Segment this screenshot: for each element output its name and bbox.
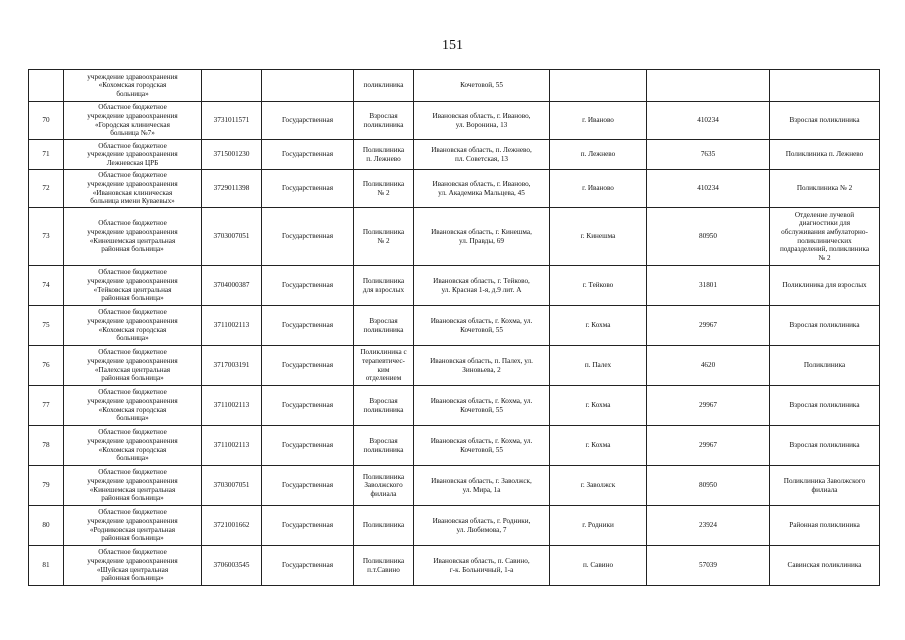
unit-type-cell: Поликлиника п. Лежнево xyxy=(354,140,414,170)
address-cell: Ивановская область, г. Кохма, ул. Кочетовой, 55 xyxy=(414,386,550,426)
institution-name-cell: Областное бюджетное учреждение здравоохранения «Кохомская городская больница» xyxy=(64,386,202,426)
table-row xyxy=(29,466,880,506)
row-number-cell: 73 xyxy=(29,208,64,266)
unit-description-cell: Савинская поликлиника xyxy=(770,546,880,586)
unit-type-cell: Взрослая поликлиника xyxy=(354,386,414,426)
inn-cell: 3729011398 xyxy=(202,170,262,208)
ownership-form-cell: Государственная xyxy=(262,426,354,466)
inn-cell: 3721001662 xyxy=(202,506,262,546)
locality-cell xyxy=(550,70,647,102)
ownership-form-cell: Государственная xyxy=(262,102,354,140)
address-cell: Ивановская область, г. Родники, ул. Любимова, 7 xyxy=(414,506,550,546)
row-number-cell: 77 xyxy=(29,386,64,426)
unit-type-cell: Поликлиника № 2 xyxy=(354,170,414,208)
population-cell: 80950 xyxy=(647,466,770,506)
ownership-form-cell: Государственная xyxy=(262,208,354,266)
population-cell: 410234 xyxy=(647,170,770,208)
institution-name-cell: Областное бюджетное учреждение здравоохранения «Палехская центральная районная больница» xyxy=(64,346,202,386)
address-cell: Ивановская область, г. Иваново, ул. Воронина, 13 xyxy=(414,102,550,140)
population-cell: 57039 xyxy=(647,546,770,586)
locality-cell: г. Заволжск xyxy=(550,466,647,506)
locality-cell: г. Тейково xyxy=(550,266,647,306)
page-number: 151 xyxy=(442,38,463,53)
institution-name-cell: Областное бюджетное учреждение здравоохранения «Кинешемская центральная районная больница» xyxy=(64,466,202,506)
address-cell: Кочетовой, 55 xyxy=(414,70,550,102)
medical-institutions-table xyxy=(28,69,880,586)
inn-cell: 3704000387 xyxy=(202,266,262,306)
inn-cell: 3703007051 xyxy=(202,208,262,266)
row-number-cell: 71 xyxy=(29,140,64,170)
ownership-form-cell: Государственная xyxy=(262,546,354,586)
inn-cell: 3711002113 xyxy=(202,386,262,426)
inn-cell xyxy=(202,70,262,102)
row-number-cell: 74 xyxy=(29,266,64,306)
inn-cell: 3731011571 xyxy=(202,102,262,140)
locality-cell: г. Кохма xyxy=(550,426,647,466)
ownership-form-cell: Государственная xyxy=(262,506,354,546)
population-cell: 7635 xyxy=(647,140,770,170)
address-cell: Ивановская область, г. Иваново, ул. Академика Мальцева, 45 xyxy=(414,170,550,208)
table-row xyxy=(29,346,880,386)
unit-type-cell: Взрослая поликлиника xyxy=(354,306,414,346)
row-number-cell: 80 xyxy=(29,506,64,546)
population-cell: 29967 xyxy=(647,306,770,346)
unit-description-cell: Поликлиника п. Лежнево xyxy=(770,140,880,170)
table-row xyxy=(29,170,880,208)
institution-name-cell: Областное бюджетное учреждение здравоохранения «Родниковская центральная районная больница» xyxy=(64,506,202,546)
unit-type-cell: Взрослая поликлиника xyxy=(354,102,414,140)
unit-description-cell: Районная поликлиника xyxy=(770,506,880,546)
unit-description-cell: Отделение лучевой диагностики для обслуживания амбулаторно- поликлинических подразделений, поликлиника № 2 xyxy=(770,208,880,266)
unit-description-cell: Взрослая поликлиника xyxy=(770,386,880,426)
ownership-form-cell: Государственная xyxy=(262,386,354,426)
unit-type-cell: Поликлиника xyxy=(354,506,414,546)
inn-cell: 3717003191 xyxy=(202,346,262,386)
row-number-cell: 79 xyxy=(29,466,64,506)
population-cell: 80950 xyxy=(647,208,770,266)
institution-name-cell: Областное бюджетное учреждение здравоохранения «Шуйская центральная районная больница» xyxy=(64,546,202,586)
locality-cell: г. Кохма xyxy=(550,306,647,346)
unit-description-cell: Поликлиника xyxy=(770,346,880,386)
address-cell: Ивановская область, г. Заволжск, ул. Мира, 1а xyxy=(414,466,550,506)
ownership-form-cell: Государственная xyxy=(262,466,354,506)
table-row xyxy=(29,386,880,426)
population-cell: 29967 xyxy=(647,386,770,426)
unit-description-cell: Взрослая поликлиника xyxy=(770,426,880,466)
population-cell: 23924 xyxy=(647,506,770,546)
inn-cell: 3703007051 xyxy=(202,466,262,506)
locality-cell: г. Иваново xyxy=(550,102,647,140)
population-cell: 29967 xyxy=(647,426,770,466)
unit-type-cell: Поликлиника с терапевтичес- ким отделением xyxy=(354,346,414,386)
table-row xyxy=(29,70,880,102)
institution-name-cell: Областное бюджетное учреждение здравоохранения «Кинешемская центральная районная больница» xyxy=(64,208,202,266)
unit-type-cell: Поликлиника Заволжского филиала xyxy=(354,466,414,506)
unit-type-cell: поликлиника xyxy=(354,70,414,102)
address-cell: Ивановская область, г. Кохма, ул. Кочетовой, 55 xyxy=(414,426,550,466)
unit-description-cell: Поликлиника № 2 xyxy=(770,170,880,208)
institution-name-cell: Областное бюджетное учреждение здравоохранения «Ивановская клиническая больница имени Куваевых» xyxy=(64,170,202,208)
population-cell: 31801 xyxy=(647,266,770,306)
table-body xyxy=(29,70,880,586)
inn-cell: 3706003545 xyxy=(202,546,262,586)
unit-type-cell: Взрослая поликлиника xyxy=(354,426,414,466)
unit-description-cell xyxy=(770,70,880,102)
ownership-form-cell: Государственная xyxy=(262,140,354,170)
ownership-form-cell: Государственная xyxy=(262,266,354,306)
address-cell: Ивановская область, г. Кохма, ул. Кочетовой, 55 xyxy=(414,306,550,346)
row-number-cell: 76 xyxy=(29,346,64,386)
address-cell: Ивановская область, г. Тейково, ул. Красная 1-я, д.9 лит. А xyxy=(414,266,550,306)
row-number-cell: 70 xyxy=(29,102,64,140)
unit-description-cell: Взрослая поликлиника xyxy=(770,102,880,140)
address-cell: Ивановская область, п. Лежнево, пл. Советская, 13 xyxy=(414,140,550,170)
unit-type-cell: Поликлиника № 2 xyxy=(354,208,414,266)
table-row xyxy=(29,266,880,306)
row-number-cell: 75 xyxy=(29,306,64,346)
institution-name-cell: Областное бюджетное учреждение здравоохранения «Городская клиническая больница №7» xyxy=(64,102,202,140)
institution-name-cell: Областное бюджетное учреждение здравоохранения Лежневская ЦРБ xyxy=(64,140,202,170)
inn-cell: 3715001230 xyxy=(202,140,262,170)
unit-type-cell: Поликлиника для взрослых xyxy=(354,266,414,306)
institution-name-cell: Областное бюджетное учреждение здравоохранения «Кохомская городская больница» xyxy=(64,306,202,346)
ownership-form-cell: Государственная xyxy=(262,306,354,346)
unit-description-cell: Поликлиника Заволжского филиала xyxy=(770,466,880,506)
table-row xyxy=(29,140,880,170)
row-number-cell: 81 xyxy=(29,546,64,586)
locality-cell: г. Кохма xyxy=(550,386,647,426)
table-row xyxy=(29,506,880,546)
row-number-cell: 72 xyxy=(29,170,64,208)
population-cell xyxy=(647,70,770,102)
table-row xyxy=(29,426,880,466)
ownership-form-cell: Государственная xyxy=(262,346,354,386)
address-cell: Ивановская область, п. Савино, г-к. Больничный, 1-а xyxy=(414,546,550,586)
locality-cell: п. Палех xyxy=(550,346,647,386)
ownership-form-cell xyxy=(262,70,354,102)
institution-name-cell: учреждение здравоохранения «Кохомская городская больница» xyxy=(64,70,202,102)
population-cell: 410234 xyxy=(647,102,770,140)
locality-cell: г. Родники xyxy=(550,506,647,546)
address-cell: Ивановская область, г. Кинешма, ул. Правды, 69 xyxy=(414,208,550,266)
ownership-form-cell: Государственная xyxy=(262,170,354,208)
table-row xyxy=(29,208,880,266)
inn-cell: 3711002113 xyxy=(202,306,262,346)
address-cell: Ивановская область, п. Палех, ул. Зиновьева, 2 xyxy=(414,346,550,386)
row-number-cell xyxy=(29,70,64,102)
inn-cell: 3711002113 xyxy=(202,426,262,466)
population-cell: 4620 xyxy=(647,346,770,386)
table-row xyxy=(29,546,880,586)
row-number-cell: 78 xyxy=(29,426,64,466)
locality-cell: п. Лежнево xyxy=(550,140,647,170)
institution-name-cell: Областное бюджетное учреждение здравоохранения «Тейковская центральная районная больница» xyxy=(64,266,202,306)
table-row xyxy=(29,306,880,346)
institution-name-cell: Областное бюджетное учреждение здравоохранения «Кохомская городская больница» xyxy=(64,426,202,466)
unit-description-cell: Поликлиника для взрослых xyxy=(770,266,880,306)
table-row xyxy=(29,102,880,140)
locality-cell: п. Савино xyxy=(550,546,647,586)
unit-type-cell: Поликлиника п.т.Савино xyxy=(354,546,414,586)
unit-description-cell: Взрослая поликлиника xyxy=(770,306,880,346)
locality-cell: г. Кинешма xyxy=(550,208,647,266)
locality-cell: г. Иваново xyxy=(550,170,647,208)
